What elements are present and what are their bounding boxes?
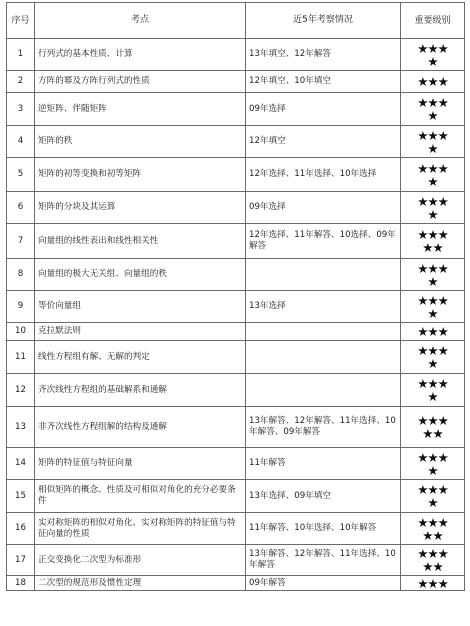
table-row bbox=[7, 291, 465, 323]
importance-rating bbox=[401, 158, 465, 192]
topic-cell: 线性方程组有解、无解的判定 bbox=[35, 341, 246, 374]
row-number: 9 bbox=[7, 291, 35, 323]
row-number: 17 bbox=[7, 545, 35, 576]
importance-rating bbox=[401, 374, 465, 407]
topic-cell: 相似矩阵的概念、性质及可相似对角化的充分必要条件 bbox=[35, 480, 246, 513]
star-icons-row: ★★★ bbox=[417, 160, 448, 176]
row-number: 7 bbox=[7, 224, 35, 259]
header-row bbox=[7, 3, 465, 39]
row-number: 2 bbox=[7, 71, 35, 93]
star-icons-row: ★★★ bbox=[417, 449, 448, 465]
importance-rating bbox=[401, 341, 465, 374]
exam-history-cell: 11年解答、10年选择、10年解答 bbox=[246, 513, 401, 545]
table-row bbox=[7, 513, 465, 545]
exam-history-cell: 13年解答、12年解答、11年选择、10年解答 bbox=[246, 545, 401, 576]
exam-history-cell bbox=[246, 323, 401, 341]
table-row bbox=[7, 71, 465, 93]
table-row bbox=[7, 448, 465, 480]
exam-history-cell: 12年填空、10年填空 bbox=[246, 71, 401, 93]
importance-rating bbox=[401, 224, 465, 259]
table-row bbox=[7, 158, 465, 192]
importance-rating bbox=[401, 93, 465, 126]
topic-cell: 非齐次线性方程组解的结构及通解 bbox=[35, 407, 246, 448]
header-importance: 重要级别 bbox=[401, 3, 465, 39]
importance-rating bbox=[401, 291, 465, 323]
row-number: 14 bbox=[7, 448, 35, 480]
importance-rating bbox=[401, 323, 465, 341]
table-row bbox=[7, 126, 465, 158]
topic-cell: 矩阵的特征值与特征向量 bbox=[35, 448, 246, 480]
exam-history-cell bbox=[246, 341, 401, 374]
star-icons-row: ★★★ bbox=[417, 127, 448, 143]
star-icons-row: ★★★ bbox=[417, 376, 448, 391]
row-number: 8 bbox=[7, 259, 35, 291]
exam-history-cell: 13年选择、09年填空 bbox=[246, 480, 401, 513]
importance-rating bbox=[401, 576, 465, 591]
importance-rating bbox=[401, 480, 465, 513]
star-icons-row: ★★ bbox=[422, 559, 443, 574]
topic-cell: 方阵的幂及方阵行列式的性质 bbox=[35, 71, 246, 93]
topic-cell: 正交变换化二次型为标准形 bbox=[35, 545, 246, 576]
star-icons-row: ★ bbox=[427, 206, 438, 222]
star-icons-row: ★★★ bbox=[417, 413, 448, 428]
star-icons-row: ★ bbox=[427, 108, 438, 123]
row-number: 1 bbox=[7, 39, 35, 71]
table-row bbox=[7, 576, 465, 591]
exam-history-cell: 12年填空 bbox=[246, 126, 401, 158]
topic-cell: 二次型的规范形及惯性定理 bbox=[35, 576, 246, 591]
row-number: 15 bbox=[7, 480, 35, 513]
table-row bbox=[7, 407, 465, 448]
row-number: 10 bbox=[7, 323, 35, 341]
topic-cell: 向量组的线性表出和线性相关性 bbox=[35, 224, 246, 259]
exam-history-cell: 12年选择、11年选择、10年选择 bbox=[246, 158, 401, 192]
star-icons-row: ★★★ bbox=[417, 74, 448, 89]
topic-cell: 矩阵的初等变换和初等矩阵 bbox=[35, 158, 246, 192]
exam-history-cell: 09年选择 bbox=[246, 93, 401, 126]
importance-rating bbox=[401, 407, 465, 448]
header-exam-history: 近5年考察情况 bbox=[246, 3, 401, 39]
row-number: 5 bbox=[7, 158, 35, 192]
header-number: 序号 bbox=[7, 3, 35, 39]
exam-history-cell: 09年解答 bbox=[246, 576, 401, 591]
exam-history-cell: 13年选择 bbox=[246, 291, 401, 323]
table-row bbox=[7, 93, 465, 126]
star-icons-row: ★ bbox=[427, 495, 438, 510]
table-row bbox=[7, 480, 465, 513]
header-topic: 考点 bbox=[35, 3, 246, 39]
star-icons-row: ★★★ bbox=[417, 40, 448, 56]
row-number: 3 bbox=[7, 93, 35, 126]
topic-cell: 克拉默法则 bbox=[35, 323, 246, 341]
topic-cell: 矩阵的秩 bbox=[35, 126, 246, 158]
importance-rating bbox=[401, 513, 465, 545]
star-icons-row: ★ bbox=[427, 173, 438, 189]
topic-cell: 等价向量组 bbox=[35, 291, 246, 323]
importance-rating bbox=[401, 192, 465, 224]
table-row bbox=[7, 39, 465, 71]
table-row bbox=[7, 224, 465, 259]
star-icons-row: ★★★ bbox=[417, 575, 448, 591]
exam-history-cell bbox=[246, 259, 401, 291]
star-icons-row: ★★★ bbox=[417, 292, 448, 308]
star-icons-row: ★★ bbox=[422, 240, 443, 255]
star-icons-row: ★ bbox=[427, 140, 438, 156]
importance-rating bbox=[401, 39, 465, 71]
importance-rating bbox=[401, 448, 465, 480]
table-row bbox=[7, 374, 465, 407]
row-number: 16 bbox=[7, 513, 35, 545]
star-icons-row: ★★★ bbox=[417, 324, 448, 339]
row-number: 13 bbox=[7, 407, 35, 448]
star-icons-row: ★ bbox=[427, 305, 438, 321]
table-row bbox=[7, 341, 465, 374]
exam-history-cell: 11年解答 bbox=[246, 448, 401, 480]
star-icons-row: ★ bbox=[427, 53, 438, 69]
star-icons-row: ★★★ bbox=[417, 95, 448, 110]
table-row bbox=[7, 545, 465, 576]
star-icons-row: ★ bbox=[427, 273, 438, 289]
topic-cell: 行列式的基本性质、计算 bbox=[35, 39, 246, 71]
exam-history-cell: 13年填空、12年解答 bbox=[246, 39, 401, 71]
star-icons-row: ★ bbox=[427, 389, 438, 404]
topic-cell: 向量组的极大无关组、向量组的秩 bbox=[35, 259, 246, 291]
star-icons-row: ★★★ bbox=[417, 514, 448, 530]
topic-cell: 实对称矩阵的相似对角化、实对称矩阵的特征值与特征向量的性质 bbox=[35, 513, 246, 545]
importance-rating bbox=[401, 259, 465, 291]
topic-cell: 矩阵的分块及其运算 bbox=[35, 192, 246, 224]
star-icons-row: ★★ bbox=[422, 527, 443, 543]
exam-history-cell bbox=[246, 374, 401, 407]
star-icons-row: ★ bbox=[427, 462, 438, 478]
table-body bbox=[7, 39, 465, 591]
row-number: 18 bbox=[7, 576, 35, 591]
topic-cell: 逆矩阵、伴随矩阵 bbox=[35, 93, 246, 126]
table-row bbox=[7, 323, 465, 341]
star-icons-row: ★ bbox=[427, 356, 438, 371]
topic-cell: 齐次线性方程组的基础解系和通解 bbox=[35, 374, 246, 407]
exam-topics-table bbox=[6, 2, 465, 591]
star-icons-row: ★★★ bbox=[417, 546, 448, 561]
importance-rating bbox=[401, 545, 465, 576]
exam-history-cell: 12年选择、11年解答、10选择、09年解答 bbox=[246, 224, 401, 259]
star-icons-row: ★★★ bbox=[417, 227, 448, 242]
row-number: 6 bbox=[7, 192, 35, 224]
star-icons-row: ★★ bbox=[422, 426, 443, 441]
row-number: 4 bbox=[7, 126, 35, 158]
row-number: 12 bbox=[7, 374, 35, 407]
star-icons-row: ★★★ bbox=[417, 260, 448, 276]
importance-rating bbox=[401, 126, 465, 158]
row-number: 11 bbox=[7, 341, 35, 374]
star-icons-row: ★★★ bbox=[417, 482, 448, 497]
table-row bbox=[7, 192, 465, 224]
exam-history-cell: 09年选择 bbox=[246, 192, 401, 224]
star-icons-row: ★★★ bbox=[417, 193, 448, 209]
exam-history-cell: 13年解答、12年解答、11年选择、10年解答、09年解答 bbox=[246, 407, 401, 448]
star-icons-row: ★★★ bbox=[417, 343, 448, 358]
table-row bbox=[7, 259, 465, 291]
importance-rating bbox=[401, 71, 465, 93]
